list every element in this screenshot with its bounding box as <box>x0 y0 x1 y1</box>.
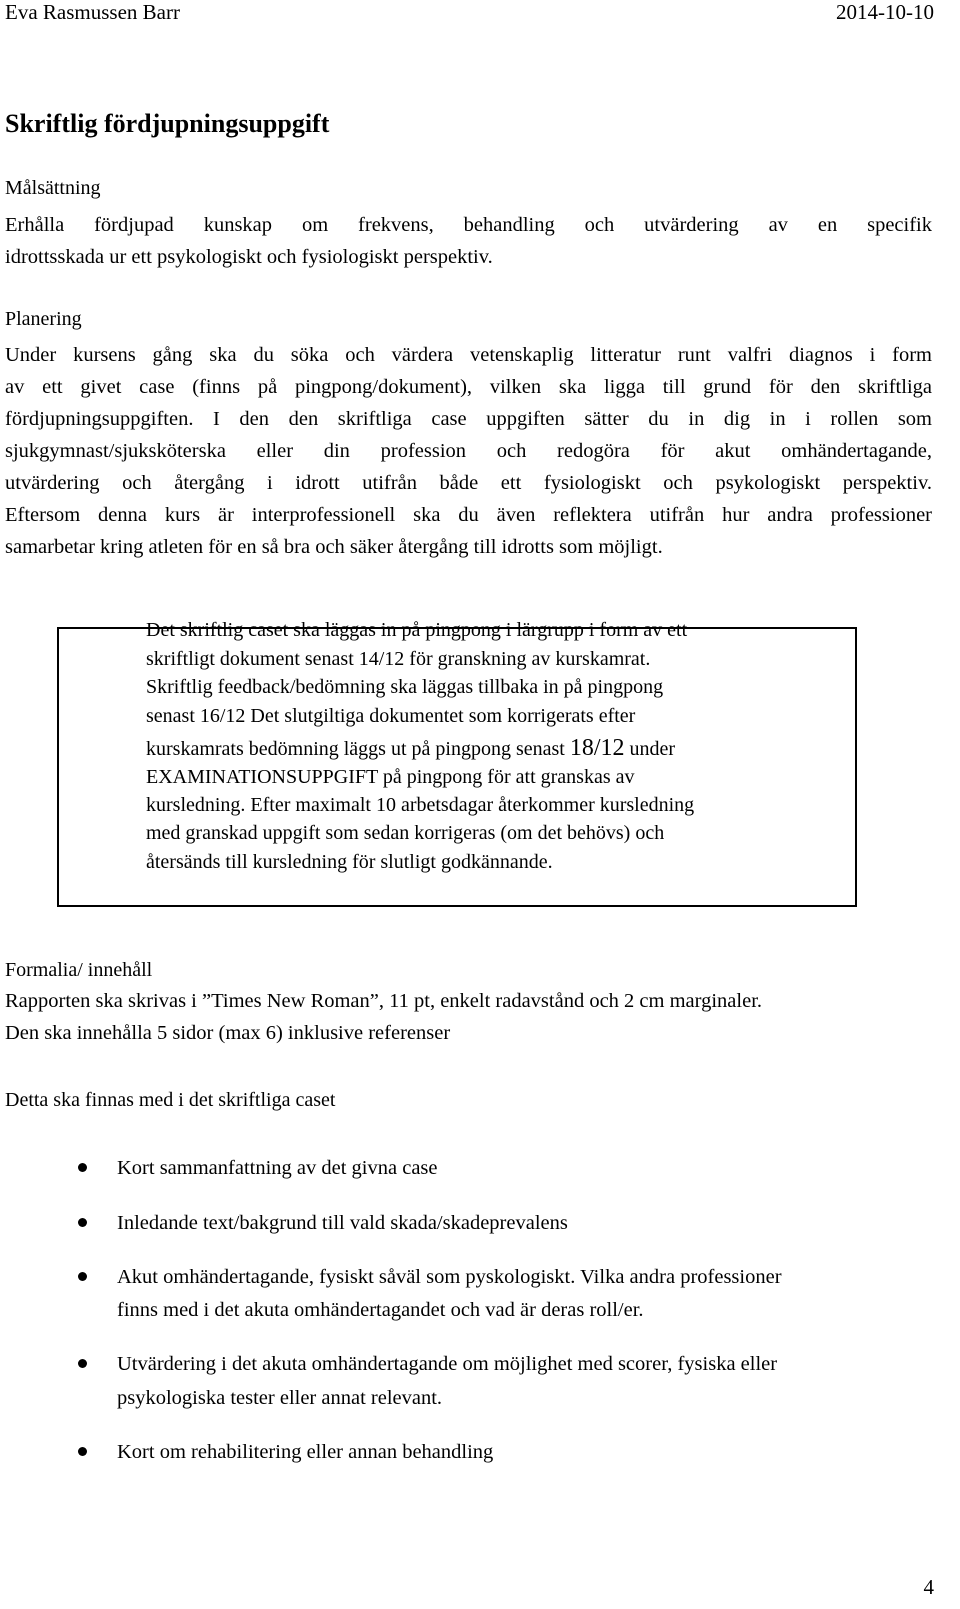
bullet-icon <box>78 1218 87 1227</box>
bullet-icon <box>78 1272 87 1281</box>
planering-line: utvärdering och återgång i idrott utifrån både ett fysiologiskt och psykologiskt perspektiv. <box>5 472 932 494</box>
planering-heading: Planering <box>5 308 82 330</box>
box-line: med granskad uppgift som sedan korrigeras (om det behövs) och <box>146 822 665 844</box>
page-number: 4 <box>923 1575 934 1599</box>
bullet-icon <box>78 1163 87 1172</box>
planering-line: Under kursens gång ska du söka och värdera vetenskaplig litteratur runt valfri diagnos i form <box>5 344 932 366</box>
malsattning-line: Erhålla fördjupad kunskap om frekvens, behandling och utvärdering av en specifik <box>5 214 932 236</box>
header-author: Eva Rasmussen Barr <box>5 0 180 24</box>
list-item: Inledande text/bakgrund till vald skada/skadeprevalens <box>117 1212 568 1234</box>
box-deadline-date: 18/12 <box>569 735 625 761</box>
box-line: Det skriftlig caset ska läggas in på pingpong i lärgrupp i form av ett <box>146 619 688 641</box>
box-line: återsänds till kursledning för slutligt godkännande. <box>146 851 553 873</box>
content-requirements-heading: Detta ska finnas med i det skriftliga caset <box>5 1089 336 1111</box>
planering-line: fördjupningsuppgiften. I den den skriftliga case uppgiften sätter du in dig in i rollen som <box>5 408 932 430</box>
list-item: Utvärdering i det akuta omhändertagande om möjlighet med scorer, fysiska eller <box>117 1353 778 1375</box>
box-line: skriftligt dokument senast 14/12 för granskning av kurskamrat. <box>146 648 651 670</box>
box-line: EXAMINATIONSUPPGIFT på pingpong för att granskas av <box>146 766 635 788</box>
malsattning-heading: Målsättning <box>5 177 101 199</box>
planering-line: samarbetar kring atleten för en så bra och säker återgång till idrotts som möjligt. <box>5 536 663 558</box>
bullet-icon <box>78 1447 87 1456</box>
planering-line: Eftersom denna kurs är interprofessionell ska du även reflektera utifrån hur andra professioner <box>5 504 932 526</box>
box-line-text: under <box>624 738 676 760</box>
box-line: senast 16/12 Det slutgiltiga dokumentet som korrigerats efter <box>146 705 636 727</box>
formalia-line: Den ska innehålla 5 sidor (max 6) inklusive referenser <box>5 1022 451 1044</box>
formalia-line: Rapporten ska skrivas i ”Times New Roman”, 11 pt, enkelt radavstånd och 2 cm marginaler. <box>5 990 763 1012</box>
document-title: Skriftlig fördjupningsuppgift <box>5 109 330 138</box>
box-line-text: kurskamrats bedömning läggs ut på pingpong senast <box>146 738 570 760</box>
list-item: Kort sammanfattning av det givna case <box>117 1157 438 1179</box>
planering-paragraph <box>5 339 932 563</box>
list-item: Akut omhändertagande, fysiskt såväl som pyskologiskt. Vilka andra professioner <box>117 1266 782 1288</box>
box-line <box>146 735 675 762</box>
list-item-continuation: finns med i det akuta omhändertagandet och vad är deras roll/er. <box>117 1299 644 1321</box>
bullet-icon <box>78 1359 87 1368</box>
malsattning-paragraph <box>5 209 932 273</box>
malsattning-line: idrottsskada ur ett psykologiskt och fysiologiskt perspektiv. <box>5 246 493 268</box>
box-line: Skriftlig feedback/bedömning ska läggas tillbaka in på pingpong <box>146 676 664 698</box>
list-item: Kort om rehabilitering eller annan behandling <box>117 1441 494 1463</box>
list-item-continuation: psykologiska tester eller annat relevant. <box>117 1387 443 1409</box>
box-line: kursledning. Efter maximalt 10 arbetsdagar återkommer kursledning <box>146 794 695 816</box>
planering-line: av ett givet case (finns på pingpong/dokument), vilken ska ligga till grund för den skriftliga <box>5 376 932 398</box>
formalia-heading: Formalia/ innehåll <box>5 959 153 981</box>
header-date: 2014-10-10 <box>836 0 934 24</box>
planering-line: sjukgymnast/sjuksköterska eller din profession och redogöra för akut omhändertagande, <box>5 440 932 462</box>
